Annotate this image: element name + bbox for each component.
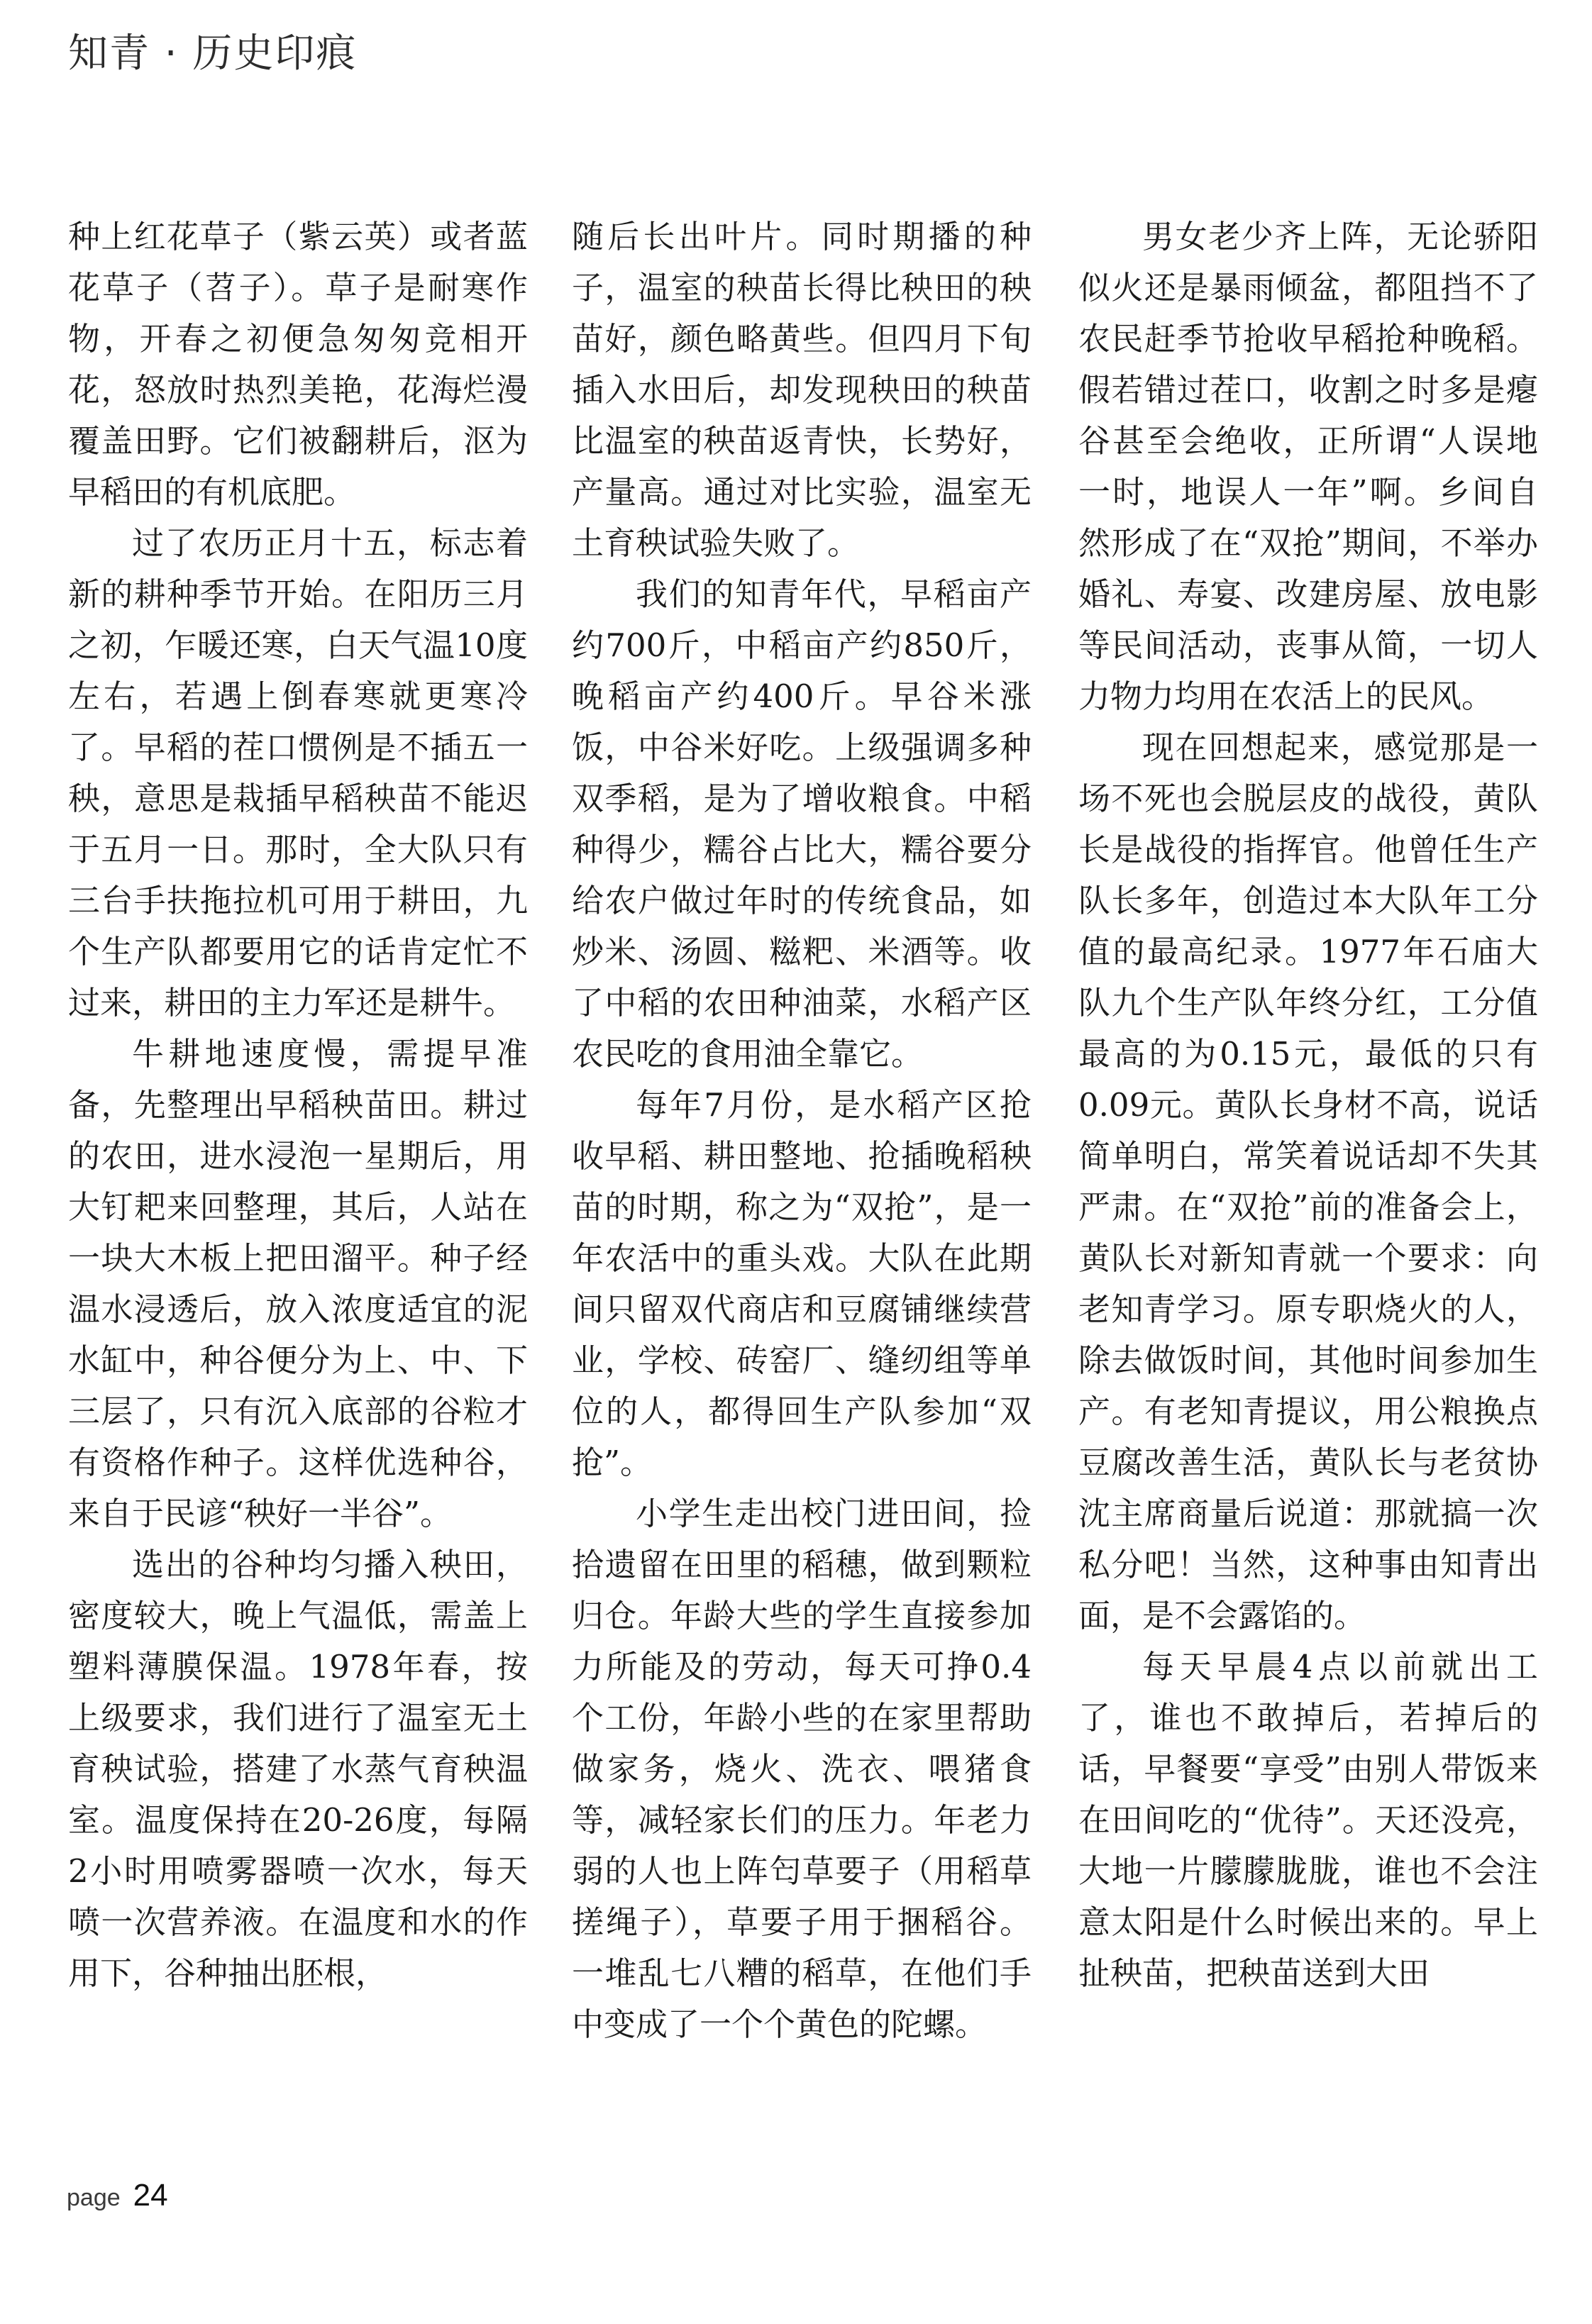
paragraph: 选出的谷种均匀播入秧田，密度较大，晚上气温低，需盖上塑料薄膜保温。1978年春，按上级要求，我们进行了温室无土育秧试验，搭建了水蒸气育秧温室。温度保持在20-26度，每隔2小时用喷雾器喷一次水，每天喷一次营养液。在温度和水的作用下，谷种抽出胚根， (68, 1546, 528, 1992)
paragraph: 过了农历正月十五，标志着新的耕种季节开始。在阳历三月之初，乍暖还寒，白天气温10度左右，若遇上倒春寒就更寒冷了。早稻的茬口惯例是不插五一秧，意思是栽插早稻秧苗不能迟于五月一日。那时，全大队只有三台手扶拖拉机可用于耕田，九个生产队都要用它的话肯定忙不过来，耕田的主力军还是耕牛。 (68, 524, 528, 1022)
paragraph: 种上红花草子（紫云英）或者蓝花草子（苕子）。草子是耐寒作物，开春之初便急匆匆竞相开花，怒放时热烈美艳，花海烂漫覆盖田野。它们被翻耕后，沤为早稻田的有机底肥。 (68, 218, 528, 511)
paragraph: 男女老少齐上阵，无论骄阳似火还是暴雨倾盆，都阻挡不了农民赶季节抢收早稻抢种晚稻。假若错过茬口，收割之时多是瘪谷甚至会绝收，正所谓“人误地一时，地误人一年”啊。乡间自然形成了在“双抢”期间，不举办婚礼、寿宴、改建房屋、放电影等民间活动，丧事从简，一切人力物力均用在农活上的民风。 (1078, 218, 1538, 715)
page-label: page (67, 2184, 121, 2211)
paragraph: 牛耕地速度慢，需提早准备，先整理出早稻秧苗田。耕过的农田，进水浸泡一星期后，用大钉耙来回整理，其后，人站在一块大木板上把田溜平。种子经温水浸透后，放入浓度适宜的泥水缸中，种谷便分为上、中、下三层了，只有沉入底部的谷粒才有资格作种子。这样优选种谷，来自于民谚“秧好一半谷”。 (68, 1035, 528, 1532)
paragraph: 我们的知青年代，早稻亩产约700斤，中稻亩产约850斤，晚稻亩产约400斤。早谷米涨饭，中谷米好吃。上级强调多种双季稻，是为了增收粮食。中稻种得少，糯谷占比大，糯谷要分给农户做过年时的传统食品，如炒米、汤圆、糍粑、米酒等。收了中稻的农田种油菜，水稻产区农民吃的食用油全靠它。 (572, 575, 1032, 1073)
paragraph: 每天早晨4点以前就出工了，谁也不敢掉后，若掉后的话，早餐要“享受”由别人带饭来在田间吃的“优待”。天还没亮，大地一片朦朦胧胧，谁也不会注意太阳是什么时候出来的。早上扯秧苗，把秧苗送到大田 (1078, 1648, 1538, 1992)
text-column-1 (68, 211, 528, 1999)
paragraph: 现在回想起来，感觉那是一场不死也会脱层皮的战役，黄队长是战役的指挥官。他曾任生产队长多年，创造过本大队年工分值的最高纪录。1977年石庙大队九个生产队年终分红，工分值最高的为0.15元，最低的只有0.09元。黄队长身材不高，说话简单明白，常笑着说话却不失其严肃。在“双抢”前的准备会上，黄队长对新知青就一个要求：向老知青学习。原专职烧火的人，除去做饭时间，其他时间参加生产。有老知青提议，用公粮换点豆腐改善生活，黄队长与老贫协沈主席商量后说道：那就搞一次私分吧！当然，这种事由知青出面，是不会露馅的。 (1078, 729, 1538, 1634)
page-number: 24 (133, 2178, 168, 2213)
text-column-3 (1078, 211, 1538, 1999)
paragraph: 每年7月份，是水稻产区抢收早稻、耕田整地、抢插晚稻秧苗的时期，称之为“双抢”，是一年农活中的重头戏。大队在此期间只留双代商店和豆腐铺继续营业，学校、砖窑厂、缝纫组等单位的人，都得回生产队参加“双抢”。 (572, 1086, 1032, 1481)
page-footer (67, 2178, 168, 2220)
paragraph: 随后长出叶片。同时期播的种子，温室的秧苗长得比秧田的秧苗好，颜色略黄些。但四月下旬插入水田后，却发现秧田的秧苗比温室的秧苗返青快，长势好，产量高。通过对比实验，温室无土育秧试验失败了。 (572, 218, 1032, 562)
text-column-2 (572, 211, 1032, 2050)
section-header: 知青 · 历史印痕 (68, 31, 358, 77)
paragraph: 小学生走出校门进田间，捡拾遗留在田里的稻穗，做到颗粒归仓。年龄大些的学生直接参加力所能及的劳动，每天可挣0.4个工份，年龄小些的在家里帮助做家务，烧火、洗衣、喂猪食等，减轻家长们的压力。年老力弱的人也上阵匄草要子（用稻草搓绳子），草要子用于捆稻谷。一堆乱七八糟的稻草，在他们手中变成了一个个黄色的陀螺。 (572, 1495, 1032, 2043)
